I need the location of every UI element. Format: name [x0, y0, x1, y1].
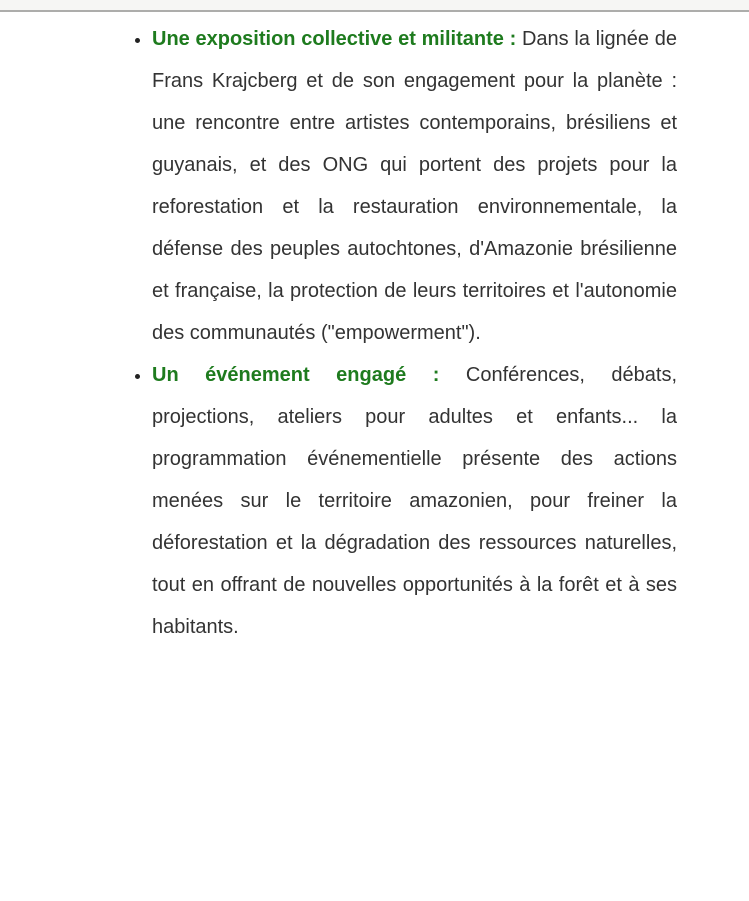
list-item [152, 18, 677, 354]
top-divider-bar [0, 0, 749, 12]
list-item-body: Dans la lignée de Frans Krajcberg et de son engagement pour la planète : une rencontre entre artistes contemporains, brésiliens et guyanais, et des ONG qui portent des projets pour la reforestation et la restauration environnementale, la défense des peuples autochtones, d'Amazonie brésilienne et française, la protection de leurs territoires et l'autonomie des communautés ("empowerment"). [152, 28, 677, 344]
bullet-list [0, 18, 749, 648]
list-item [152, 354, 677, 648]
list-item-body: Conférences, débats, projections, ateliers pour adultes et enfants... la programmation événementielle présente des actions menées sur le territoire amazonien, pour freiner la déforestation et la dégradation des ressources naturelles, tout en offrant de nouvelles opportunités à la forêt et à ses habitants. [152, 364, 677, 638]
list-item-lead: Un événement engagé : [152, 364, 440, 386]
list-item-lead: Une exposition collective et militante : [152, 28, 517, 50]
